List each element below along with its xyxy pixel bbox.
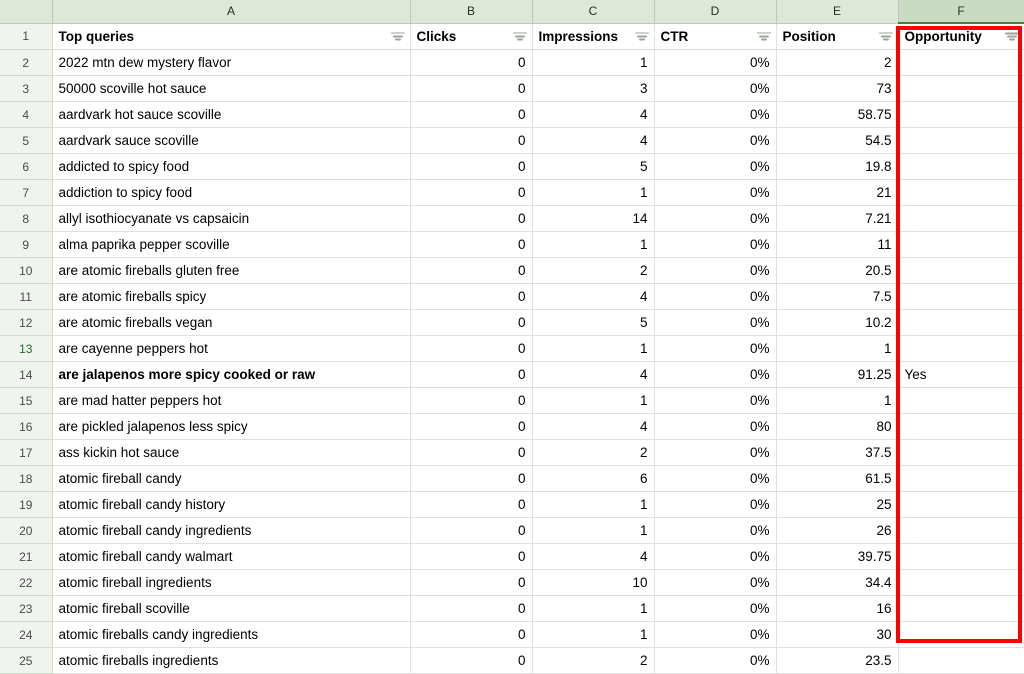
cell-impressions[interactable]: 4: [532, 102, 654, 128]
cell-ctr[interactable]: 0%: [654, 570, 776, 596]
header-cell-position[interactable]: [776, 23, 898, 50]
cell-ctr[interactable]: 0%: [654, 336, 776, 362]
cell-impressions[interactable]: 1: [532, 492, 654, 518]
cell-impressions[interactable]: 1: [532, 518, 654, 544]
cell-opportunity[interactable]: [898, 128, 1024, 154]
cell-clicks[interactable]: 0: [410, 76, 532, 102]
cell-ctr[interactable]: 0%: [654, 76, 776, 102]
cell-impressions[interactable]: 1: [532, 622, 654, 648]
row-number[interactable]: 17: [0, 440, 52, 466]
row-number[interactable]: 22: [0, 570, 52, 596]
table-row[interactable]: [0, 102, 1024, 128]
cell-ctr[interactable]: 0%: [654, 206, 776, 232]
table-row[interactable]: [0, 414, 1024, 440]
cell-query[interactable]: are atomic fireballs spicy: [52, 284, 410, 310]
cell-position[interactable]: 39.75: [776, 544, 898, 570]
cell-position[interactable]: 20.5: [776, 258, 898, 284]
table-row[interactable]: [0, 362, 1024, 388]
cell-clicks[interactable]: 0: [410, 544, 532, 570]
cell-opportunity[interactable]: [898, 570, 1024, 596]
cell-impressions[interactable]: 5: [532, 154, 654, 180]
cell-position[interactable]: 2: [776, 50, 898, 76]
cell-impressions[interactable]: 1: [532, 50, 654, 76]
row-number[interactable]: 23: [0, 596, 52, 622]
cell-query[interactable]: 50000 scoville hot sauce: [52, 76, 410, 102]
row-number[interactable]: 16: [0, 414, 52, 440]
table-row[interactable]: [0, 232, 1024, 258]
table-header-row[interactable]: [0, 23, 1024, 50]
cell-clicks[interactable]: 0: [410, 414, 532, 440]
cell-opportunity[interactable]: [898, 310, 1024, 336]
cell-position[interactable]: 25: [776, 492, 898, 518]
cell-clicks[interactable]: 0: [410, 258, 532, 284]
cell-impressions[interactable]: 1: [532, 232, 654, 258]
header-cell-top-queries[interactable]: [52, 23, 410, 50]
cell-ctr[interactable]: 0%: [654, 414, 776, 440]
cell-position[interactable]: 16: [776, 596, 898, 622]
cell-opportunity[interactable]: [898, 232, 1024, 258]
cell-clicks[interactable]: 0: [410, 154, 532, 180]
cell-position[interactable]: 11: [776, 232, 898, 258]
cell-opportunity[interactable]: [898, 336, 1024, 362]
cell-clicks[interactable]: 0: [410, 492, 532, 518]
header-cell-clicks[interactable]: [410, 23, 532, 50]
row-number[interactable]: 10: [0, 258, 52, 284]
cell-clicks[interactable]: 0: [410, 50, 532, 76]
cell-clicks[interactable]: 0: [410, 128, 532, 154]
header-label-top-queries: Top queries: [58, 28, 135, 44]
cell-query[interactable]: ass kickin hot sauce: [52, 440, 410, 466]
table-row[interactable]: [0, 440, 1024, 466]
table-row[interactable]: [0, 128, 1024, 154]
table-row[interactable]: [0, 544, 1024, 570]
cell-position[interactable]: 7.5: [776, 284, 898, 310]
cell-position[interactable]: 91.25: [776, 362, 898, 388]
filter-icon[interactable]: [635, 31, 649, 42]
cell-query[interactable]: aardvark sauce scoville: [52, 128, 410, 154]
row-number[interactable]: 11: [0, 284, 52, 310]
cell-impressions[interactable]: 14: [532, 206, 654, 232]
table-row[interactable]: [0, 310, 1024, 336]
cell-clicks[interactable]: 0: [410, 232, 532, 258]
row-number[interactable]: 24: [0, 622, 52, 648]
cell-query[interactable]: 2022 mtn dew mystery flavor: [52, 50, 410, 76]
cell-position[interactable]: 30: [776, 622, 898, 648]
row-number[interactable]: 15: [0, 388, 52, 414]
cell-impressions[interactable]: 1: [532, 388, 654, 414]
table-row[interactable]: [0, 284, 1024, 310]
cell-opportunity[interactable]: [898, 596, 1024, 622]
cell-query[interactable]: atomic fireballs ingredients: [52, 648, 410, 674]
filter-icon[interactable]: [1005, 31, 1019, 42]
table-row[interactable]: [0, 336, 1024, 362]
row-number[interactable]: 14: [0, 362, 52, 388]
cell-ctr[interactable]: 0%: [654, 648, 776, 674]
table-row[interactable]: [0, 622, 1024, 648]
filter-icon[interactable]: [513, 31, 527, 42]
column-header-b[interactable]: B: [410, 0, 532, 23]
cell-ctr[interactable]: 0%: [654, 50, 776, 76]
cell-query[interactable]: allyl isothiocyanate vs capsaicin: [52, 206, 410, 232]
cell-opportunity[interactable]: [898, 648, 1024, 674]
row-number[interactable]: 6: [0, 154, 52, 180]
row-number[interactable]: 7: [0, 180, 52, 206]
header-label-position: Position: [782, 28, 836, 44]
cell-impressions[interactable]: 2: [532, 258, 654, 284]
header-cell-ctr[interactable]: [654, 23, 776, 50]
filter-icon[interactable]: [879, 31, 893, 42]
cell-query[interactable]: atomic fireball ingredients: [52, 570, 410, 596]
cell-clicks[interactable]: 0: [410, 466, 532, 492]
cell-query[interactable]: atomic fireballs candy ingredients: [52, 622, 410, 648]
cell-clicks[interactable]: 0: [410, 336, 532, 362]
cell-query[interactable]: addicted to spicy food: [52, 154, 410, 180]
cell-query[interactable]: atomic fireball candy ingredients: [52, 518, 410, 544]
cell-opportunity[interactable]: [898, 440, 1024, 466]
cell-ctr[interactable]: 0%: [654, 622, 776, 648]
cell-opportunity[interactable]: [898, 492, 1024, 518]
table-row[interactable]: [0, 596, 1024, 622]
cell-impressions[interactable]: 5: [532, 310, 654, 336]
cell-opportunity[interactable]: [898, 622, 1024, 648]
cell-position[interactable]: 54.5: [776, 128, 898, 154]
cell-ctr[interactable]: 0%: [654, 362, 776, 388]
header-cell-opportunity[interactable]: [898, 23, 1024, 50]
cell-ctr[interactable]: 0%: [654, 466, 776, 492]
cell-ctr[interactable]: 0%: [654, 388, 776, 414]
select-all-corner[interactable]: [0, 0, 52, 23]
cell-ctr[interactable]: 0%: [654, 440, 776, 466]
cell-opportunity[interactable]: [898, 258, 1024, 284]
cell-ctr[interactable]: 0%: [654, 284, 776, 310]
cell-query[interactable]: atomic fireball candy walmart: [52, 544, 410, 570]
cell-ctr[interactable]: 0%: [654, 128, 776, 154]
cell-ctr[interactable]: 0%: [654, 258, 776, 284]
cell-position[interactable]: 80: [776, 414, 898, 440]
cell-impressions[interactable]: 4: [532, 544, 654, 570]
cell-opportunity[interactable]: [898, 466, 1024, 492]
cell-ctr[interactable]: 0%: [654, 544, 776, 570]
row-number[interactable]: 9: [0, 232, 52, 258]
cell-position[interactable]: 58.75: [776, 102, 898, 128]
header-label-clicks: Clicks: [416, 28, 457, 44]
cell-clicks[interactable]: 0: [410, 440, 532, 466]
cell-impressions[interactable]: 4: [532, 362, 654, 388]
cell-position[interactable]: 1: [776, 388, 898, 414]
cell-opportunity[interactable]: [898, 518, 1024, 544]
row-number[interactable]: 19: [0, 492, 52, 518]
cell-ctr[interactable]: 0%: [654, 310, 776, 336]
row-number[interactable]: 18: [0, 466, 52, 492]
cell-impressions[interactable]: 4: [532, 284, 654, 310]
row-number[interactable]: 4: [0, 102, 52, 128]
cell-position[interactable]: 34.4: [776, 570, 898, 596]
cell-query[interactable]: are atomic fireballs gluten free: [52, 258, 410, 284]
table-row[interactable]: [0, 492, 1024, 518]
cell-clicks[interactable]: 0: [410, 206, 532, 232]
cell-query[interactable]: are cayenne peppers hot: [52, 336, 410, 362]
table-row[interactable]: [0, 206, 1024, 232]
cell-position[interactable]: 19.8: [776, 154, 898, 180]
column-header-f[interactable]: F: [898, 0, 1024, 23]
cell-ctr[interactable]: 0%: [654, 180, 776, 206]
row-number[interactable]: 3: [0, 76, 52, 102]
column-header-c[interactable]: C: [532, 0, 654, 23]
row-number[interactable]: 8: [0, 206, 52, 232]
cell-impressions[interactable]: 3: [532, 76, 654, 102]
cell-ctr[interactable]: 0%: [654, 232, 776, 258]
cell-ctr[interactable]: 0%: [654, 102, 776, 128]
table-row[interactable]: [0, 76, 1024, 102]
cell-position[interactable]: 7.21: [776, 206, 898, 232]
cell-impressions[interactable]: 10: [532, 570, 654, 596]
cell-clicks[interactable]: 0: [410, 648, 532, 674]
cell-query[interactable]: are atomic fireballs vegan: [52, 310, 410, 336]
cell-ctr[interactable]: 0%: [654, 596, 776, 622]
cell-opportunity[interactable]: [898, 414, 1024, 440]
cell-opportunity[interactable]: [898, 388, 1024, 414]
row-number[interactable]: 12: [0, 310, 52, 336]
cell-opportunity[interactable]: [898, 284, 1024, 310]
table-row[interactable]: [0, 154, 1024, 180]
row-number[interactable]: 20: [0, 518, 52, 544]
cell-opportunity[interactable]: [898, 180, 1024, 206]
row-number[interactable]: 1: [0, 23, 52, 50]
header-label-opportunity: Opportunity: [904, 29, 982, 44]
row-number[interactable]: 5: [0, 128, 52, 154]
cell-query[interactable]: are jalapenos more spicy cooked or raw: [52, 362, 410, 388]
cell-clicks[interactable]: 0: [410, 570, 532, 596]
cell-query[interactable]: are pickled jalapenos less spicy: [52, 414, 410, 440]
cell-impressions[interactable]: 1: [532, 596, 654, 622]
row-number[interactable]: 21: [0, 544, 52, 570]
cell-query[interactable]: atomic fireball candy: [52, 466, 410, 492]
cell-impressions[interactable]: 2: [532, 648, 654, 674]
cell-position[interactable]: 23.5: [776, 648, 898, 674]
cell-position[interactable]: 26: [776, 518, 898, 544]
cell-opportunity[interactable]: [898, 76, 1024, 102]
cell-opportunity[interactable]: [898, 50, 1024, 76]
table-body: [0, 23, 1024, 674]
table-row[interactable]: [0, 388, 1024, 414]
cell-opportunity[interactable]: [898, 154, 1024, 180]
column-header-e[interactable]: E: [776, 0, 898, 23]
cell-clicks[interactable]: 0: [410, 596, 532, 622]
cell-clicks[interactable]: 0: [410, 102, 532, 128]
cell-impressions[interactable]: 6: [532, 466, 654, 492]
header-cell-impressions[interactable]: [532, 23, 654, 50]
cell-query[interactable]: atomic fireball candy history: [52, 492, 410, 518]
cell-opportunity[interactable]: Yes: [898, 362, 1024, 388]
cell-ctr[interactable]: 0%: [654, 492, 776, 518]
cell-opportunity[interactable]: [898, 544, 1024, 570]
cell-clicks[interactable]: 0: [410, 622, 532, 648]
table-row[interactable]: [0, 518, 1024, 544]
table-row[interactable]: [0, 180, 1024, 206]
cell-impressions[interactable]: 4: [532, 128, 654, 154]
cell-clicks[interactable]: 0: [410, 362, 532, 388]
filter-icon[interactable]: [391, 31, 405, 42]
cell-query[interactable]: aardvark hot sauce scoville: [52, 102, 410, 128]
filter-icon[interactable]: [757, 31, 771, 42]
cell-query[interactable]: atomic fireball scoville: [52, 596, 410, 622]
cell-query[interactable]: addiction to spicy food: [52, 180, 410, 206]
cell-position[interactable]: 21: [776, 180, 898, 206]
cell-position[interactable]: 10.2: [776, 310, 898, 336]
cell-position[interactable]: 37.5: [776, 440, 898, 466]
table-row[interactable]: [0, 466, 1024, 492]
cell-opportunity[interactable]: [898, 206, 1024, 232]
column-header-row[interactable]: [0, 0, 1024, 23]
cell-clicks[interactable]: 0: [410, 310, 532, 336]
cell-position[interactable]: 73: [776, 76, 898, 102]
cell-clicks[interactable]: 0: [410, 180, 532, 206]
cell-opportunity[interactable]: [898, 102, 1024, 128]
row-number[interactable]: 13: [0, 336, 52, 362]
cell-impressions[interactable]: 2: [532, 440, 654, 466]
cell-ctr[interactable]: 0%: [654, 518, 776, 544]
cell-impressions[interactable]: 4: [532, 414, 654, 440]
column-header-a[interactable]: A: [52, 0, 410, 23]
table-row[interactable]: [0, 50, 1024, 76]
cell-position[interactable]: 61.5: [776, 466, 898, 492]
column-header-d[interactable]: D: [654, 0, 776, 23]
cell-query[interactable]: alma paprika pepper scoville: [52, 232, 410, 258]
table-row[interactable]: [0, 258, 1024, 284]
cell-impressions[interactable]: 1: [532, 180, 654, 206]
table-row[interactable]: [0, 570, 1024, 596]
row-number[interactable]: 25: [0, 648, 52, 674]
cell-position[interactable]: 1: [776, 336, 898, 362]
cell-clicks[interactable]: 0: [410, 518, 532, 544]
header-label-impressions: Impressions: [538, 28, 619, 44]
cell-ctr[interactable]: 0%: [654, 154, 776, 180]
cell-clicks[interactable]: 0: [410, 388, 532, 414]
cell-clicks[interactable]: 0: [410, 284, 532, 310]
cell-impressions[interactable]: 1: [532, 336, 654, 362]
header-label-ctr: CTR: [660, 28, 689, 44]
cell-query[interactable]: are mad hatter peppers hot: [52, 388, 410, 414]
row-number[interactable]: 2: [0, 50, 52, 76]
table-row[interactable]: [0, 648, 1024, 674]
